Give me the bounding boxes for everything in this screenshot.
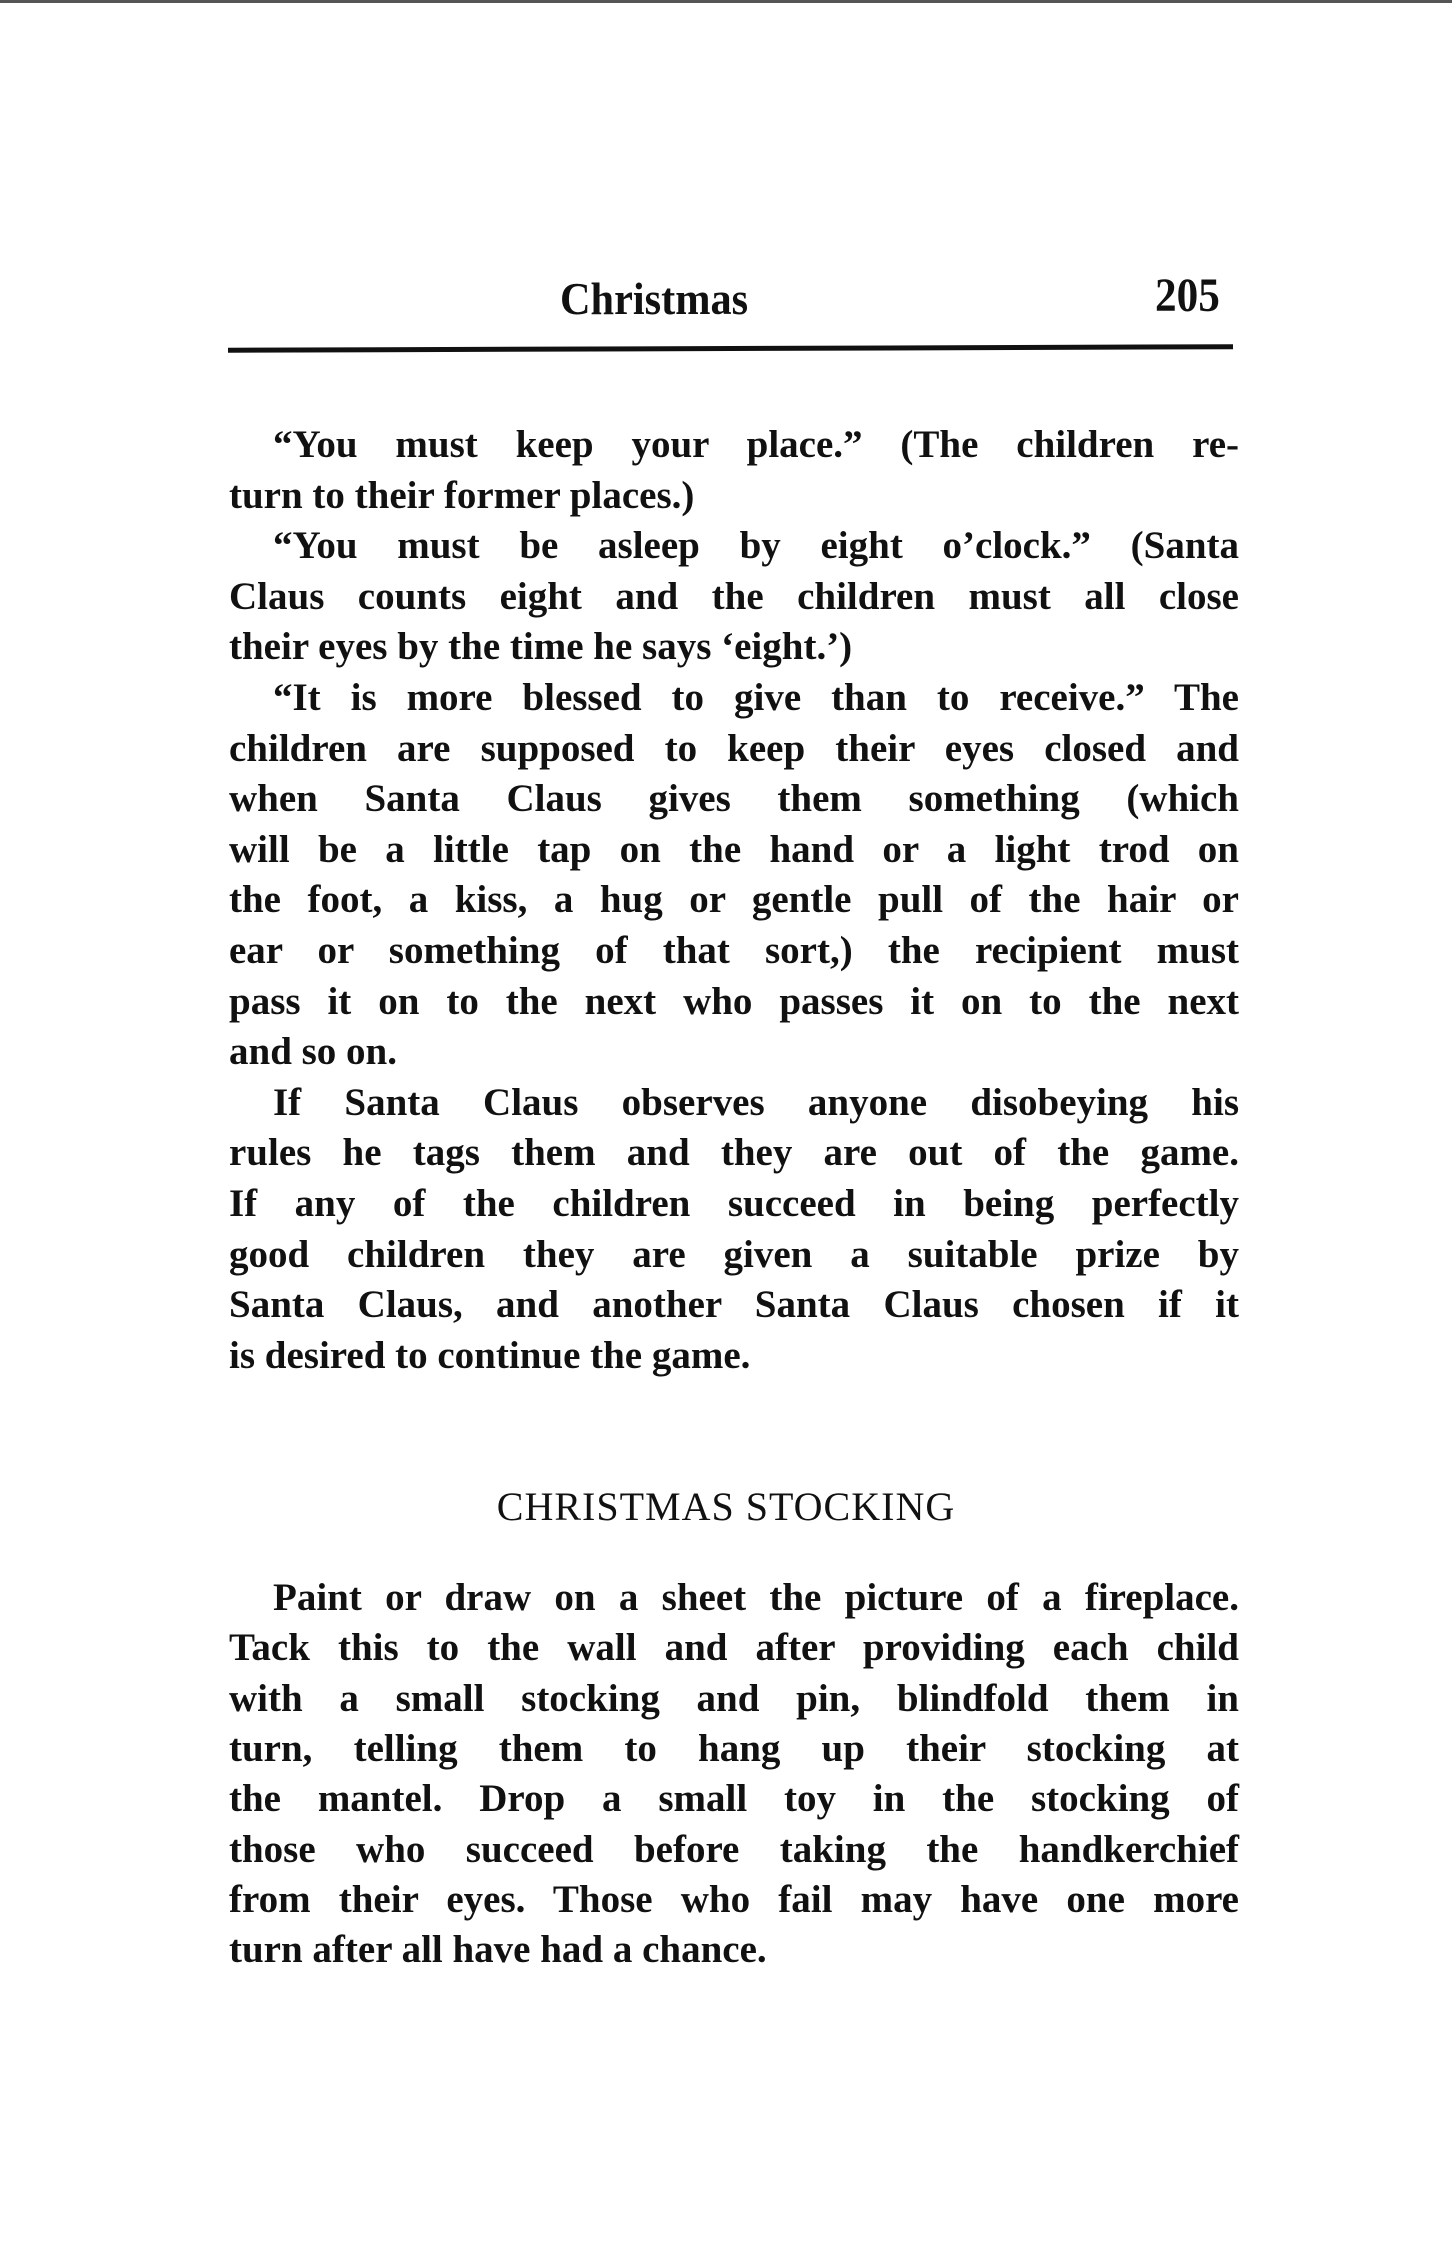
paragraph-line xyxy=(229,724,1239,774)
line-text: Tack this to the wall and after providing each child xyxy=(229,1626,1239,1670)
paragraph-line xyxy=(229,825,1239,875)
section-heading: CHRISTMAS STOCKING xyxy=(496,1484,956,1529)
line-text: pass it on to the next who passes it on to the next xyxy=(229,979,1239,1023)
header-rule xyxy=(228,344,1233,353)
paragraph-line xyxy=(229,1925,1239,1975)
paragraph-line xyxy=(229,1674,1239,1724)
paragraph-line xyxy=(229,420,1239,470)
line-text: when Santa Claus gives them something (which xyxy=(229,777,1239,821)
line-text: ear or something of that sort,) the recipient must xyxy=(229,929,1239,972)
paragraph-line xyxy=(229,622,1239,672)
line-text: If any of the children succeed in being perfectly xyxy=(229,1182,1239,1225)
line-text: turn after all have had a chance. xyxy=(229,1928,767,1972)
scan-edge-line xyxy=(0,0,1452,3)
paragraph-line xyxy=(229,977,1239,1027)
line-text: “You must keep your place.” (The children re- xyxy=(273,423,1239,466)
paragraph-line xyxy=(229,1573,1239,1623)
line-text: Paint or draw on a sheet the picture of a fireplace. xyxy=(273,1576,1239,1619)
line-text: is desired to continue the game. xyxy=(229,1333,751,1377)
paragraph-line xyxy=(229,1774,1239,1824)
paragraph-line xyxy=(229,673,1239,723)
line-text: rules he tags them and they are out of the game. xyxy=(229,1131,1239,1175)
paragraph-line xyxy=(229,1280,1239,1330)
line-text: from their eyes. Those who fail may have one more xyxy=(229,1877,1239,1921)
line-text: turn, telling them to hang up their stocking at xyxy=(229,1726,1239,1770)
line-text: the foot, a kiss, a hug or gentle pull of the hair or xyxy=(229,878,1239,922)
paragraph-line xyxy=(229,471,1239,521)
page-number: 205 xyxy=(1155,269,1220,322)
paragraph-line xyxy=(229,1027,1239,1077)
paragraph-line xyxy=(229,1179,1239,1229)
paragraph-line xyxy=(229,1825,1239,1875)
line-text: good children they are given a suitable prize by xyxy=(229,1232,1239,1276)
line-text: the mantel. Drop a small toy in the stocking of xyxy=(229,1777,1239,1821)
paragraph-line xyxy=(229,926,1239,976)
paragraph-line xyxy=(229,1623,1239,1673)
line-text: their eyes by the time he says ‘eight.’) xyxy=(229,625,853,669)
paragraph-line xyxy=(229,1078,1239,1128)
paragraph-line xyxy=(229,774,1239,824)
line-text: Santa Claus, and another Santa Claus chosen if it xyxy=(229,1283,1239,1327)
line-text: “You must be asleep by eight o’clock.” (Santa xyxy=(273,524,1239,568)
paragraph-line xyxy=(229,521,1239,571)
paragraph-line xyxy=(229,572,1239,622)
paragraph-line xyxy=(229,1230,1239,1280)
paragraph-line xyxy=(229,1331,1239,1381)
paragraph-line xyxy=(229,875,1239,925)
line-text: children are supposed to keep their eyes closed and xyxy=(229,726,1239,770)
line-text: If Santa Claus observes anyone disobeying his xyxy=(273,1080,1239,1124)
line-text: those who succeed before taking the handkerchief xyxy=(229,1827,1239,1871)
line-text: with a small stocking and pin, blindfold them in xyxy=(229,1676,1239,1720)
line-text: “It is more blessed to give than to receive.” The xyxy=(273,676,1239,719)
line-text: will be a little tap on the hand or a light trod on xyxy=(229,827,1239,871)
running-header-title: Christmas xyxy=(560,273,749,324)
line-text: Claus counts eight and the children must all close xyxy=(229,574,1239,618)
line-text: and so on. xyxy=(229,1030,397,1074)
paragraph-line xyxy=(229,1875,1239,1925)
paragraph-line xyxy=(229,1128,1239,1178)
paragraph-line xyxy=(229,1724,1239,1774)
line-text: turn to their former places.) xyxy=(229,473,695,517)
